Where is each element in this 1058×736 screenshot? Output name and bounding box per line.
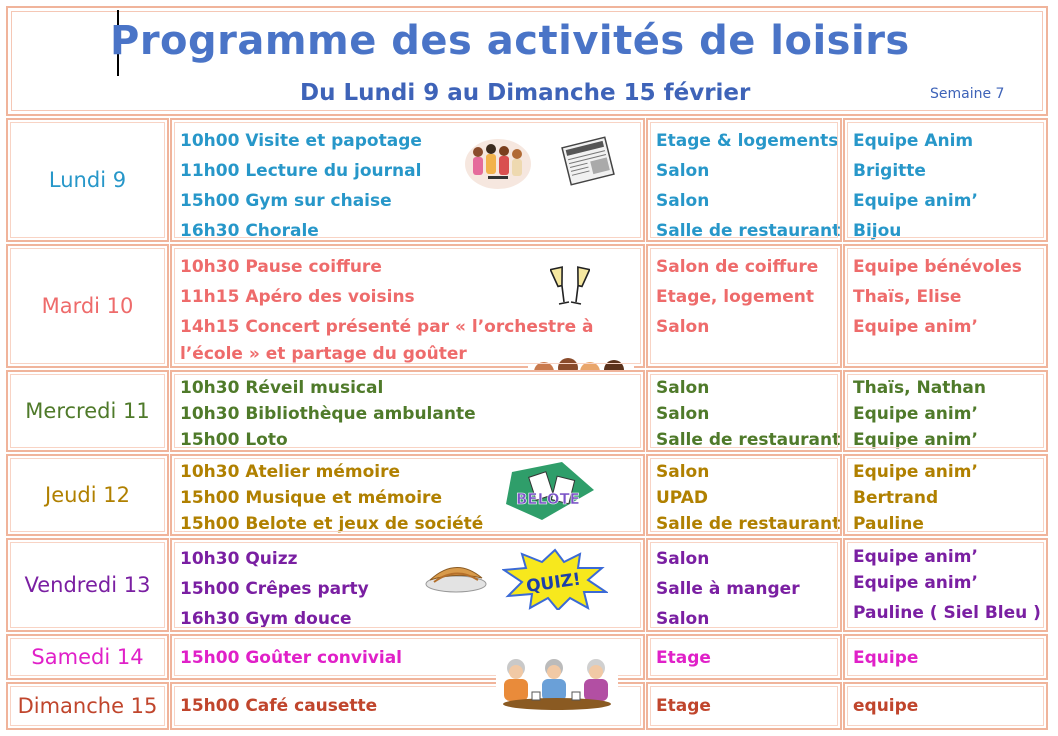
belote-label: BELOTE — [516, 490, 580, 508]
place-item: Etage & logements — [656, 131, 839, 151]
people-cell — [843, 634, 1048, 680]
day-cell — [6, 682, 169, 730]
people-cell — [843, 118, 1048, 242]
schedule-row-lundi — [6, 118, 1048, 242]
seniors-tea-icon — [496, 654, 618, 712]
person-item: Equipe anim’ — [853, 317, 978, 337]
place-item: Etage — [656, 696, 711, 716]
activity-item: 15h00 Goûter convivial — [180, 648, 403, 668]
day-label: Mardi 10 — [41, 294, 134, 318]
day-label: Dimanche 15 — [17, 694, 158, 718]
crepes-icon — [424, 554, 488, 594]
activity-item: 15h00 Café causette — [180, 696, 378, 716]
person-item: Equipe Anim — [853, 131, 974, 151]
belote-cards-icon — [502, 460, 598, 526]
activity-item: 14h15 Concert présenté par « l’orchestre à — [180, 317, 594, 337]
date-range-subtitle: Du Lundi 9 au Dimanche 15 février — [300, 80, 751, 106]
activity-item: 11h15 Apéro des voisins — [180, 287, 415, 307]
place-item: Salle de restaurant — [656, 514, 841, 534]
day-cell — [6, 370, 169, 452]
activity-item: 10h00 Visite et papotage — [180, 131, 422, 151]
schedule-row-mercredi — [6, 370, 1048, 452]
day-cell — [6, 118, 169, 242]
day-label: Samedi 14 — [31, 645, 144, 669]
day-label: Vendredi 13 — [24, 573, 151, 597]
person-item: Equipe anim’ — [853, 430, 978, 450]
people-cell — [843, 538, 1048, 632]
place-item: Salon — [656, 191, 710, 211]
activity-item: 15h00 Loto — [180, 430, 288, 450]
place-item: Salle de restaurant — [656, 221, 841, 241]
activity-item: l’école » et partage du goûter — [180, 344, 467, 364]
person-item: Equipe — [853, 648, 919, 668]
person-item: Equipe anim’ — [853, 547, 978, 567]
place-item: Salon — [656, 161, 710, 181]
activity-item: 15h00 Musique et mémoire — [180, 488, 442, 508]
person-item: Bijou — [853, 221, 902, 241]
activity-item: 10h30 Quizz — [180, 549, 298, 569]
places-cell — [646, 244, 842, 368]
place-item: Salon — [656, 609, 710, 629]
activities-cell — [170, 454, 645, 536]
places-cell — [646, 118, 842, 242]
activities-cell — [170, 538, 645, 632]
activity-item: 10h30 Réveil musical — [180, 378, 384, 398]
quiz-label: QUIZ! — [525, 569, 582, 597]
person-item: Pauline — [853, 514, 924, 534]
day-cell — [6, 454, 169, 536]
place-item: Salon — [656, 549, 710, 569]
places-cell — [646, 538, 842, 632]
person-item: Equipe anim’ — [853, 404, 978, 424]
choir-icon — [464, 132, 532, 190]
day-label: Lundi 9 — [48, 168, 127, 192]
people-cell — [843, 454, 1048, 536]
place-item: Salle à manger — [656, 579, 800, 599]
page-title: Programme des activités de loisirs — [110, 18, 910, 64]
activity-item: 16h30 Chorale — [180, 221, 319, 241]
activity-item: 10h30 Bibliothèque ambulante — [180, 404, 476, 424]
quiz-burst-icon — [502, 548, 608, 610]
day-label: Mercredi 11 — [25, 399, 150, 423]
schedule-row-mardi — [6, 244, 1048, 368]
place-item: Salon — [656, 317, 710, 337]
activity-item: 15h00 Gym sur chaise — [180, 191, 392, 211]
person-item: Equipe bénévoles — [853, 257, 1022, 277]
person-item: Equipe anim’ — [853, 462, 978, 482]
place-item: Etage, logement — [656, 287, 814, 307]
activity-item: 15h00 Crêpes party — [180, 579, 369, 599]
place-item: Salon — [656, 378, 710, 398]
schedule-row-jeudi — [6, 454, 1048, 536]
places-cell — [646, 370, 842, 452]
place-item: Salon de coiffure — [656, 257, 819, 277]
activity-item: 15h00 Belote et jeux de société — [180, 514, 484, 534]
place-item: Salle de restaurant — [656, 430, 841, 450]
day-cell — [6, 244, 169, 368]
day-label: Jeudi 12 — [45, 483, 130, 507]
champagne-glasses-icon — [550, 264, 590, 310]
week-number: Semaine 7 — [930, 86, 1005, 102]
places-cell — [646, 634, 842, 680]
activities-cell — [170, 370, 645, 452]
person-item: Equipe anim’ — [853, 191, 978, 211]
place-item: Etage — [656, 648, 711, 668]
person-item: Pauline ( Siel Bleu ) — [853, 603, 1041, 623]
person-item: equipe — [853, 696, 919, 716]
activities-cell — [170, 244, 645, 368]
people-cell — [843, 244, 1048, 368]
activity-item: 16h30 Gym douce — [180, 609, 352, 629]
place-item: UPAD — [656, 488, 708, 508]
activity-item: 10h30 Pause coiffure — [180, 257, 382, 277]
people-cell — [843, 682, 1048, 730]
person-item: Bertrand — [853, 488, 939, 508]
places-cell — [646, 454, 842, 536]
place-item: Salon — [656, 404, 710, 424]
newspaper-icon — [560, 136, 616, 186]
person-item: Thaïs, Nathan — [853, 378, 986, 398]
schedule-row-vendredi — [6, 538, 1048, 632]
activity-item: 10h30 Atelier mémoire — [180, 462, 401, 482]
person-item: Brigitte — [853, 161, 926, 181]
day-cell — [6, 634, 169, 680]
activities-cell — [170, 118, 645, 242]
places-cell — [646, 682, 842, 730]
day-cell — [6, 538, 169, 632]
activity-item: 11h00 Lecture du journal — [180, 161, 422, 181]
people-cell — [843, 370, 1048, 452]
place-item: Salon — [656, 462, 710, 482]
person-item: Equipe anim’ — [853, 573, 978, 593]
person-item: Thaïs, Elise — [853, 287, 962, 307]
